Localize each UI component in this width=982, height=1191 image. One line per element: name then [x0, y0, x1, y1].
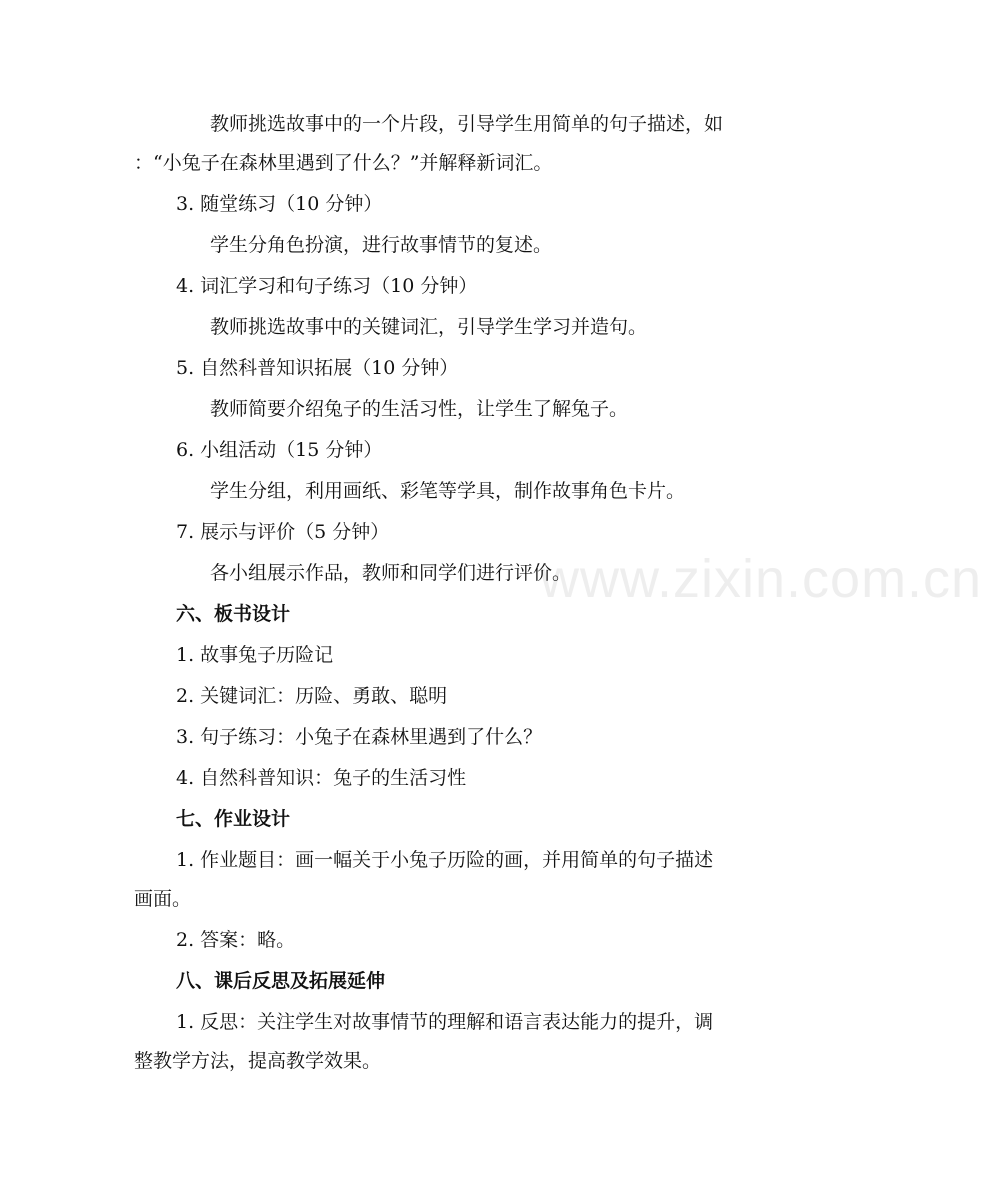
list-item: 6. 小组活动（15 分钟） — [176, 439, 383, 461]
paragraph-line: 学生分角色扮演，进行故事情节的复述。 — [210, 234, 553, 256]
paragraph-line: 教师挑选故事中的一个片段，引导学生用简单的句子描述，如 — [210, 113, 724, 135]
paragraph-line: 整教学方法，提高教学效果。 — [134, 1050, 382, 1072]
list-item: 1. 故事兔子历险记 — [176, 644, 334, 666]
section-heading: 六、板书设计 — [176, 603, 291, 625]
list-item: 5. 自然科普知识拓展（10 分钟） — [176, 357, 459, 379]
watermark: www.zixin.com.cn — [540, 549, 982, 609]
list-item: 7. 展示与评价（5 分钟） — [176, 521, 390, 543]
paragraph-line: 各小组展示作品，教师和同学们进行评价。 — [210, 562, 572, 584]
list-item: 4. 自然科普知识：兔子的生活习性 — [176, 767, 467, 789]
list-item: 4. 词汇学习和句子练习（10 分钟） — [176, 275, 478, 297]
paragraph-line: 教师简要介绍兔子的生活习性，让学生了解兔子。 — [210, 398, 629, 420]
list-item: 3. 句子练习：小兔子在森林里遇到了什么？ — [176, 726, 543, 748]
paragraph-line: 画面。 — [134, 888, 192, 910]
list-item: 1. 反思：关注学生对故事情节的理解和语言表达能力的提升，调 — [176, 1011, 714, 1033]
list-item: 3. 随堂练习（10 分钟） — [176, 193, 383, 215]
list-item: 1. 作业题目：画一幅关于小兔子历险的画，并用简单的句子描述 — [176, 849, 714, 871]
paragraph-line: 教师挑选故事中的关键词汇，引导学生学习并造句。 — [210, 316, 648, 338]
list-item: 2. 答案：略。 — [176, 929, 296, 951]
paragraph-line: 学生分组，利用画纸、彩笔等学具，制作故事角色卡片。 — [210, 480, 686, 502]
list-item: 2. 关键词汇：历险、勇敢、聪明 — [176, 685, 448, 707]
paragraph-line: ：“小兔子在森林里遇到了什么？”并解释新词汇。 — [134, 152, 553, 174]
section-heading: 八、课后反思及拓展延伸 — [176, 970, 386, 992]
section-heading: 七、作业设计 — [176, 808, 291, 830]
